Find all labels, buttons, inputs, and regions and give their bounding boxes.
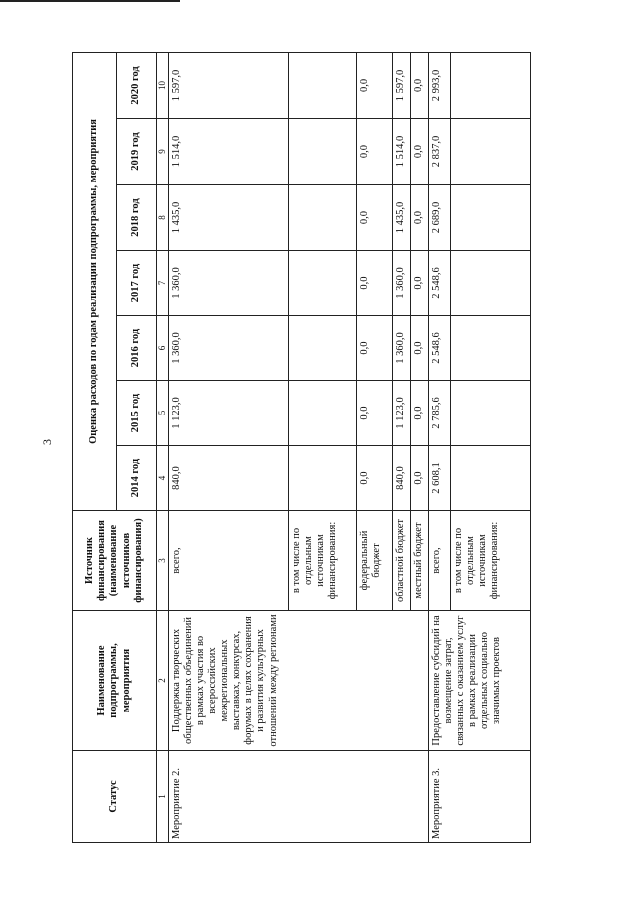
m2-regional-value: 1 597,0 (393, 52, 411, 118)
m2-federal-value: 0,0 (357, 52, 393, 118)
m2-incl-label: в том числе по отдельным источникам финансирования: (289, 511, 357, 611)
col-number: 8 (157, 185, 169, 251)
m3-total-value: 2 548,6 (429, 251, 451, 316)
m2-local-value: 0,0 (411, 52, 429, 118)
m2-federal-value: 0,0 (357, 446, 393, 511)
header-year: 2018 год (117, 185, 157, 251)
m3-total-value: 2 837,0 (429, 119, 451, 185)
m3-total-value: 2 608,1 (429, 446, 451, 511)
header-year: 2019 год (117, 119, 157, 185)
col-number: 5 (157, 381, 169, 446)
m2-federal-label: федеральный бюджет (357, 511, 393, 611)
page-number: 3 (40, 439, 54, 445)
header-year: 2017 год (117, 251, 157, 316)
m2-total-label: всего, (169, 511, 289, 611)
m2-regional-value: 1 360,0 (393, 316, 411, 381)
m2-local-value: 0,0 (411, 316, 429, 381)
m2-total-value: 1 360,0 (169, 251, 289, 316)
m2-total-value: 1 597,0 (169, 52, 289, 118)
m2-local-value: 0,0 (411, 446, 429, 511)
m3-status: Мероприятие 3. (429, 751, 531, 843)
m2-local-value: 0,0 (411, 119, 429, 185)
m3-total-label: всего, (429, 511, 451, 611)
m2-total-value: 1 435,0 (169, 185, 289, 251)
m2-local-value: 0,0 (411, 381, 429, 446)
m3-name: Предоставление субсидий на возмещение затрат, связанных с оказанием услуг в рамках реализации отдельных социально значимых проектов (429, 611, 531, 751)
m2-regional-value: 1 435,0 (393, 185, 411, 251)
header-source: Источник финансирования (наименование источников финансирования) (73, 511, 157, 611)
m2-regional-value: 1 360,0 (393, 251, 411, 316)
m3-total-value: 2 689,0 (429, 185, 451, 251)
m2-federal-value: 0,0 (357, 185, 393, 251)
m3-total-value: 2 993,0 (429, 52, 451, 118)
col-number: 3 (157, 511, 169, 611)
header-year: 2015 год (117, 381, 157, 446)
m2-federal-value: 0,0 (357, 119, 393, 185)
header-name: Наименование подпрограммы, мероприятия (73, 611, 157, 751)
m2-total-value: 840,0 (169, 446, 289, 511)
rotated-page (72, 53, 542, 843)
m2-total-value: 1 360,0 (169, 316, 289, 381)
m2-federal-value: 0,0 (357, 316, 393, 381)
header-estimate: Оценка расходов по годам реализации подпрограммы, мероприятия (73, 52, 117, 510)
col-number: 4 (157, 446, 169, 511)
budget-table (72, 52, 531, 843)
m2-name: Поддержка творческих общественных объединений в рамках участия во всероссийских межрегиональных выставках, конкурсах, форумах в целях сохранения и развития культурных отношений между регионами (169, 611, 429, 751)
m3-total-value: 2 548,6 (429, 316, 451, 381)
header-status: Статус (73, 751, 157, 843)
m2-local-label: местный бюджет (411, 511, 429, 611)
m2-regional-label: областной бюджет (393, 511, 411, 611)
m2-regional-value: 1 123,0 (393, 381, 411, 446)
m2-federal-value: 0,0 (357, 381, 393, 446)
m2-total-value: 1 123,0 (169, 381, 289, 446)
header-year: 2014 год (117, 446, 157, 511)
m2-regional-value: 1 514,0 (393, 119, 411, 185)
m2-status: Мероприятие 2. (169, 751, 429, 843)
m2-federal-value: 0,0 (357, 251, 393, 316)
m2-local-value: 0,0 (411, 251, 429, 316)
header-year: 2016 год (117, 316, 157, 381)
header-rule (0, 0, 180, 2)
col-number: 9 (157, 119, 169, 185)
col-number: 10 (157, 52, 169, 118)
m2-local-value: 0,0 (411, 185, 429, 251)
col-number: 6 (157, 316, 169, 381)
m3-incl-label: в том числе по отдельным источникам финансирования: (451, 511, 531, 611)
m2-regional-value: 840,0 (393, 446, 411, 511)
col-number: 7 (157, 251, 169, 316)
m3-total-value: 2 785,6 (429, 381, 451, 446)
header-year: 2020 год (117, 52, 157, 118)
col-number: 1 (157, 751, 169, 843)
m2-total-value: 1 514,0 (169, 119, 289, 185)
col-number: 2 (157, 611, 169, 751)
